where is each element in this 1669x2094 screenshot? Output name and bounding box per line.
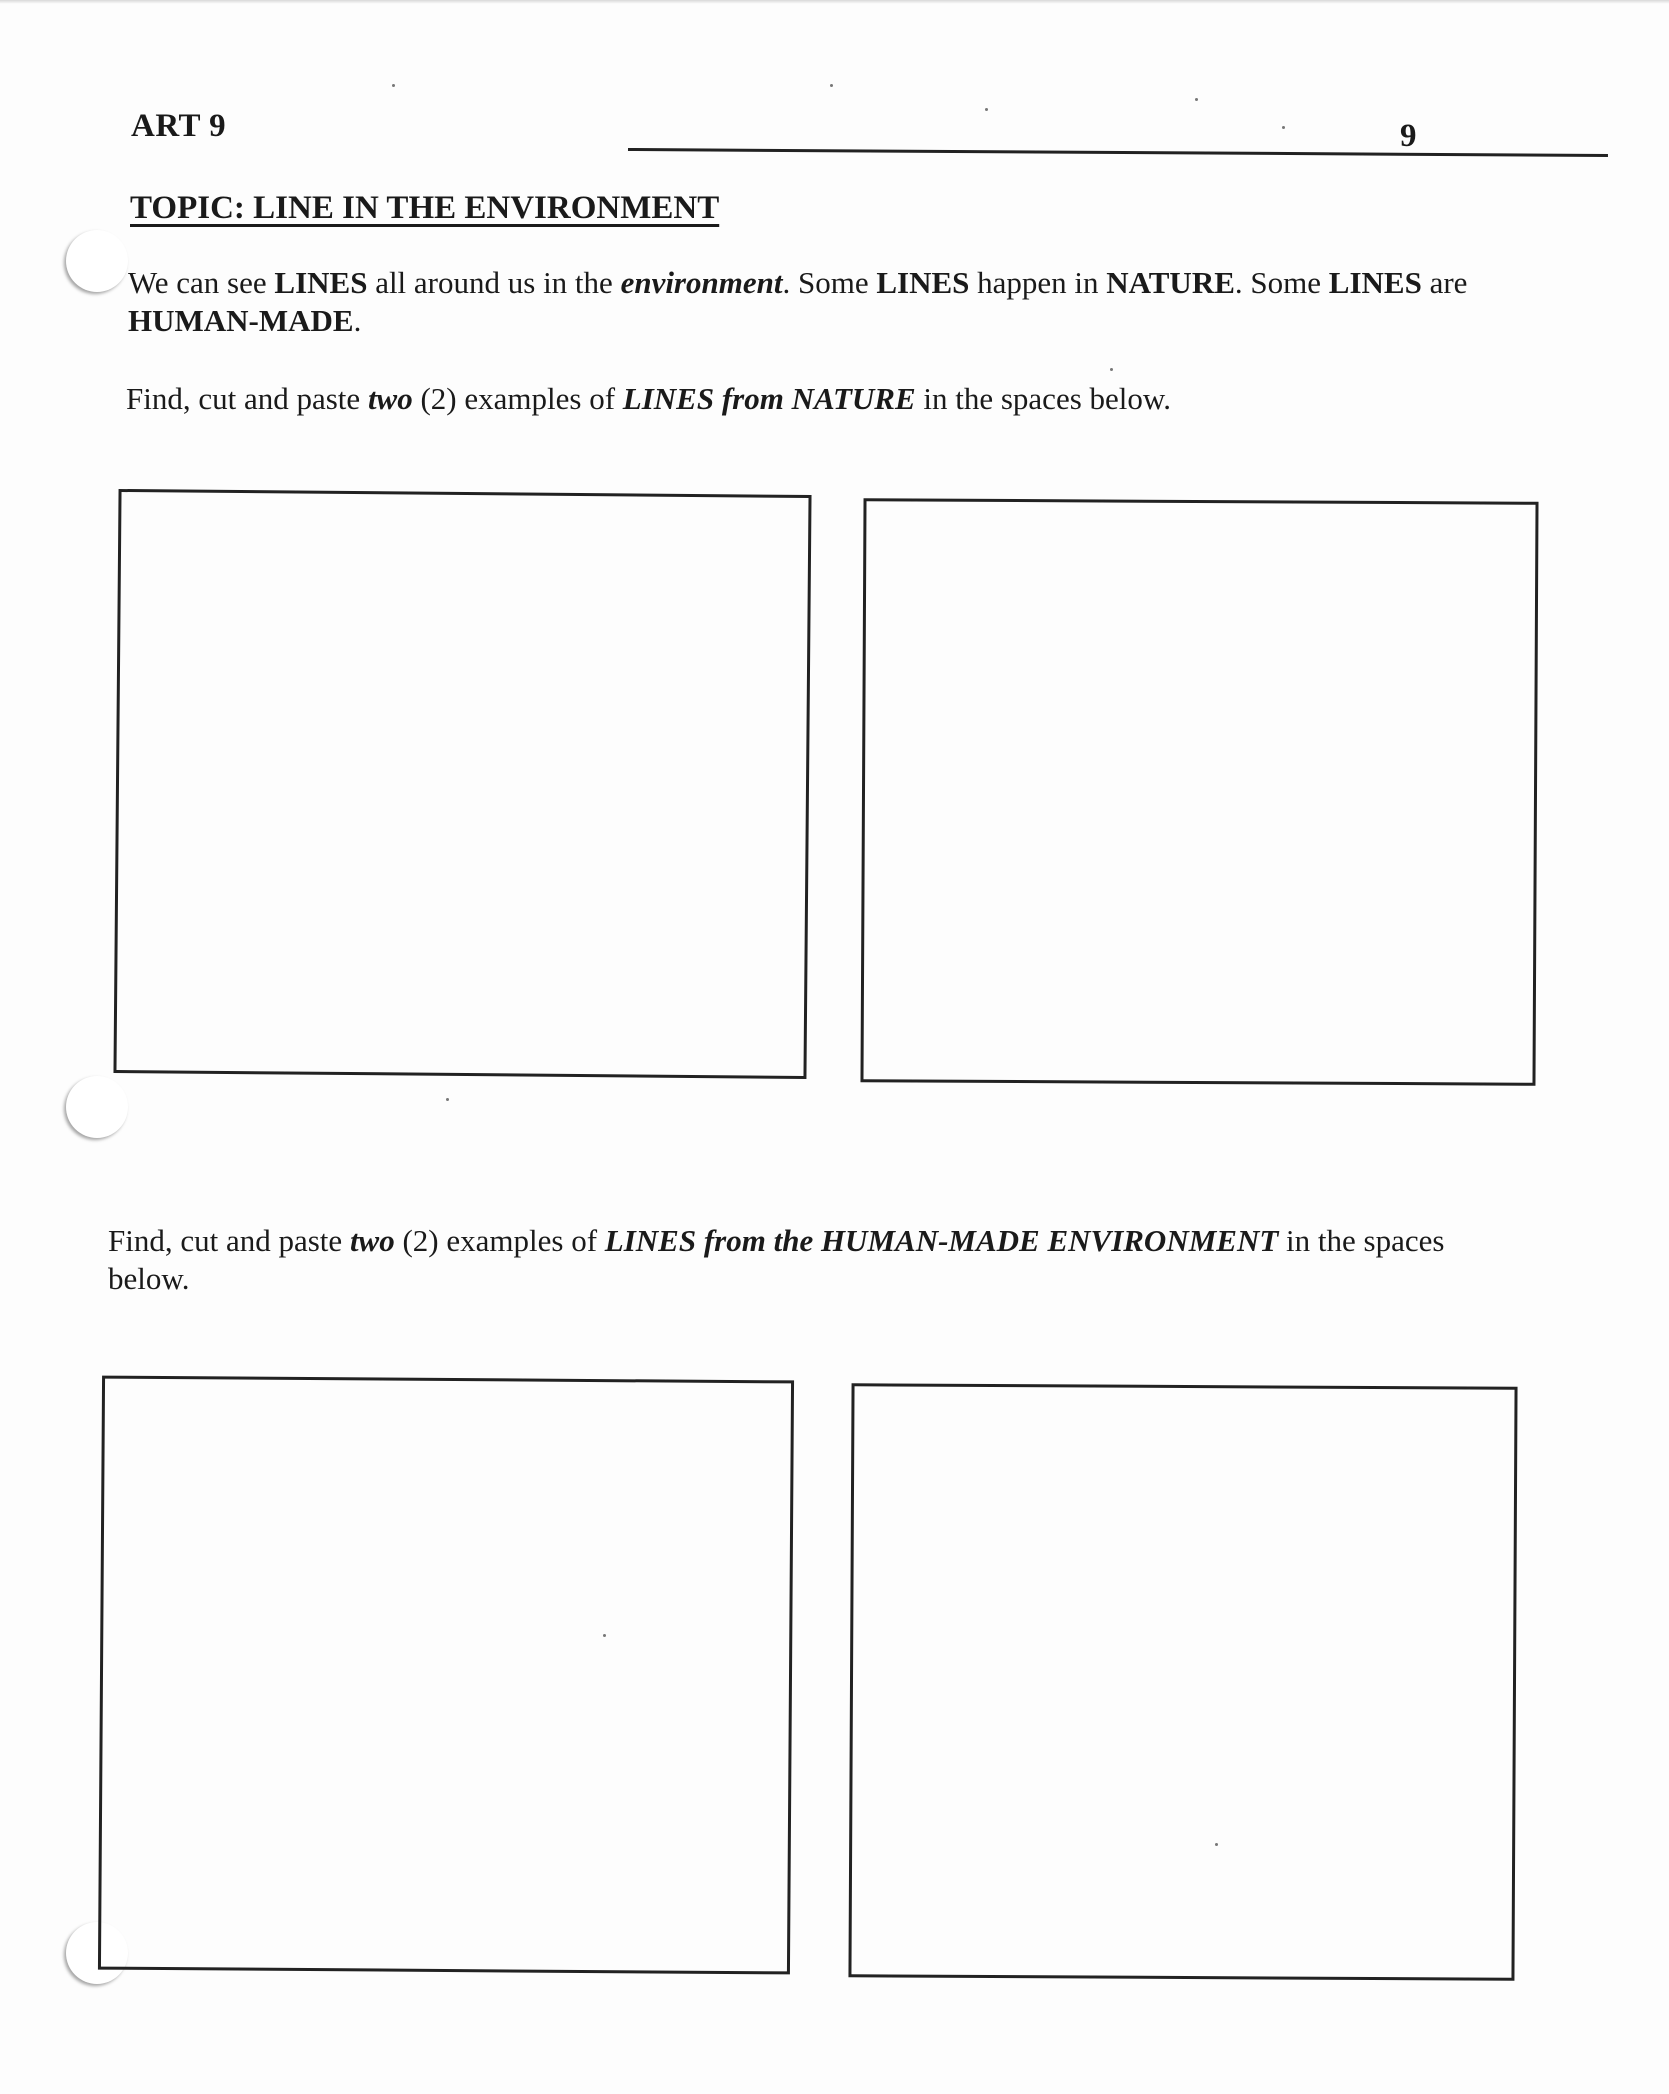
scan-speck [1282,126,1285,129]
scan-speck [1215,1843,1218,1846]
header-rule [628,148,1608,157]
punch-hole-icon [66,1076,128,1138]
scan-edge [0,0,1669,4]
human-made-paste-box-1[interactable] [98,1376,794,1975]
scan-speck [392,84,395,87]
nature-paste-box-1[interactable] [113,489,811,1079]
course-title: ART 9 [131,108,227,144]
topic-heading: TOPIC: LINE IN THE ENVIRONMENT [130,190,720,226]
scan-speck [830,84,833,87]
intro-paragraph: We can see LINES all around us in the environment. Some LINES happen in NATURE. Some LINES are HUMAN-MADE. [128,265,1468,338]
scan-speck [446,1098,449,1101]
scan-speck [985,108,988,111]
punch-hole-icon [66,230,128,292]
instruction-nature: Find, cut and paste two (2) examples of LINES from NATURE in the spaces below. [126,381,1172,416]
page-number: 9 [1400,118,1417,154]
nature-paste-box-2[interactable] [860,498,1538,1086]
human-made-paste-box-2[interactable] [848,1383,1517,1980]
instruction-human-made: Find, cut and paste two (2) examples of LINES from the HUMAN-MADE ENVIRONMENT in the spaces below. [108,1223,1445,1296]
scan-speck [603,1634,606,1637]
scan-speck [1110,368,1113,371]
scan-speck [1195,98,1198,101]
